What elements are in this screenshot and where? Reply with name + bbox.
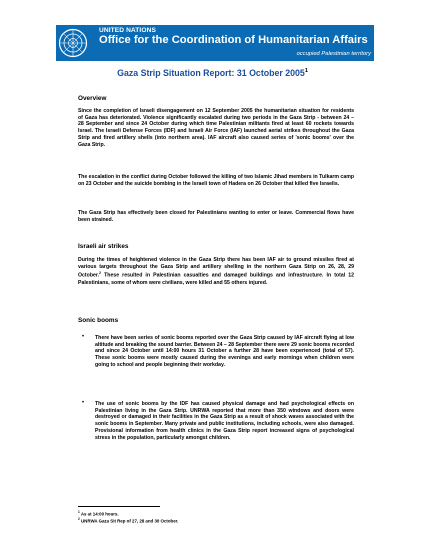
overview-paragraph-2: The escalation in the conflict during October followed the killing of two Islamic Jihad members in Tulkarm camp on 23 October and the suicide bombing in the Israeli town of Hadera on 26 October that killed five Israelis. xyxy=(78,174,354,187)
office-name: Office for the Coordination of Humanitarian Affairs xyxy=(99,34,368,46)
org-name: UNITED NATIONS xyxy=(99,27,156,34)
territory-label: occupied Palestinian territory xyxy=(296,51,371,57)
airstrikes-footnote-ref: 2 xyxy=(99,271,102,276)
sonic-heading: Sonic booms xyxy=(78,317,119,324)
footnote-2: $^2$ UNRWA Gaza Sit Rep of 27, 28 and 30 October. xyxy=(78,517,179,524)
airstrikes-paragraph: During the times of heightened violence in the Gaza Strip there has been IAF air to ground missiles fired at various targets throughout the Gaza Strip and artillery shelling in the northern Gaza Strip on 26, 28, 29 October.$^2$ These resulted in Palestinian casualties and damaged buildings and infrastructure. In total 12 Palestinians, some of whom were civilians, were killed and 55 others injured. xyxy=(78,257,354,286)
footnote-1: $^1$ As at 14:00 hours. xyxy=(78,510,119,517)
overview-heading: Overview xyxy=(78,95,107,102)
title-footnote-ref: 1 xyxy=(304,68,308,75)
bullet-icon: • xyxy=(82,400,85,406)
airstrikes-heading: Israeli air strikes xyxy=(78,243,129,250)
overview-paragraph-3: The Gaza Strip has effectively been closed for Palestinians wanting to enter or leave. Commercial flows have been strained. xyxy=(78,210,354,223)
sonic-bullet-1: There have been series of sonic booms reported over the Gaza Strip caused by IAF aircraft flying at low altitude and breaking the sound barrier. Between 24 – 28 September there were 29 sonic booms recorded and since 24 October until 14:00 hours 31 October a further 28 have been experienced (total of 57). These sonic booms were mostly caused during the evenings and early mornings when children were going to school and people beginning their workday. xyxy=(95,335,354,368)
overview-paragraph-1: Since the completion of Israeli disengagement on 12 September 2005 the humanitarian situation for residents of Gaza has deteriorated. Violence significantly escalated during two periods in the Gaza Strip - between 24 – 28 September and since 24 October during which time Palestinian militants fired at least 60 rockets towards Israel. The Israeli Defense Forces (IDF) and Israeli Air Force (IAF) launched aerial strikes throughout the Gaza Strip and fired artillery shells (into northern area). IAF aircraft also caused series of 'sonic booms' over the Gaza Strip. xyxy=(78,108,354,148)
report-title: Gaza Strip Situation Report: 31 October 2005$^1$ xyxy=(117,68,308,78)
footnote-divider xyxy=(78,506,160,507)
bullet-icon: • xyxy=(82,334,85,340)
un-emblem-icon xyxy=(58,28,88,58)
sonic-bullet-2: The use of sonic booms by the IDF has caused physical damage and had psychological effects on Palestinian living in the Gaza Strip. UNRWA reported that more than 350 windows and doors were destroyed or damaged in their facilities in the Gaza Strip as a result of shock waves associated with the sonic booms in September. Many private and public institutions, including schools, were also damaged. Provisional information from health clinics in the Gaza Strip report increased signs of psychological stress in the population, particularly amongst children. xyxy=(95,401,354,441)
